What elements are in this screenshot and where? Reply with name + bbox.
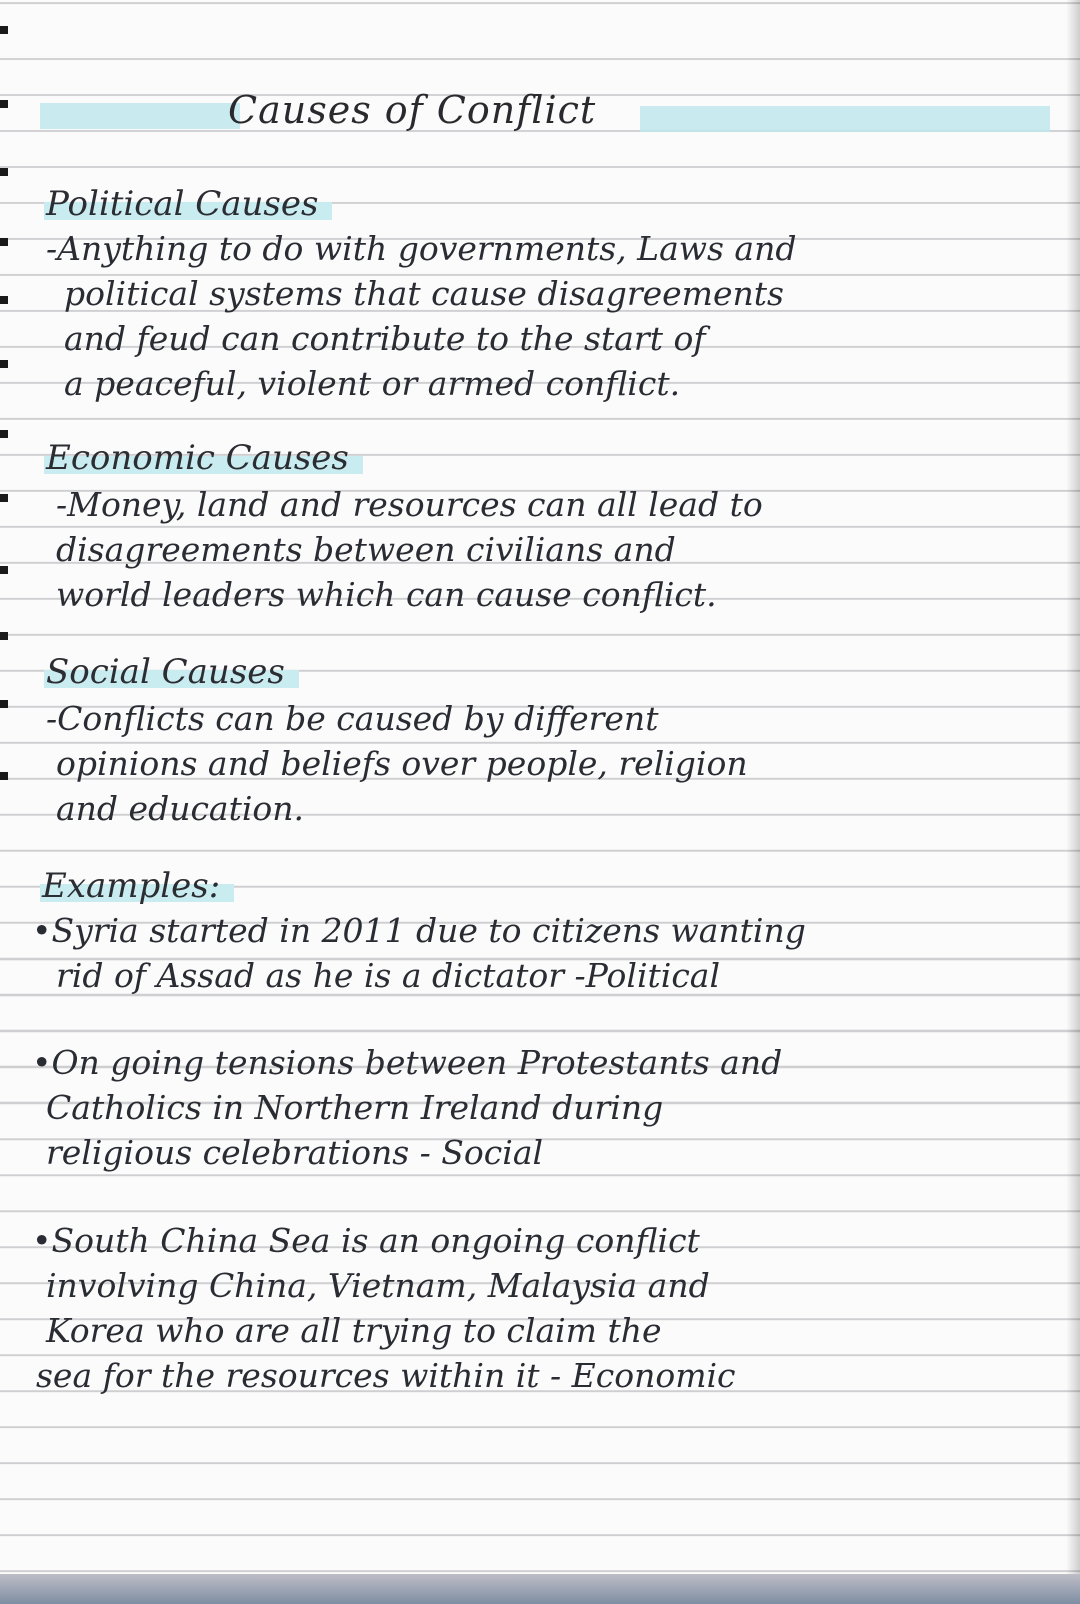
political-line: and feud can contribute to the start of [64,319,706,358]
example-south-china-sea [32,1218,1026,1398]
example-line: •South China Sea is an ongoing conflict [32,1221,700,1260]
social-heading: Social Causes [44,652,299,692]
example-line: •Syria started in 2011 due to citizens wanting [32,911,806,950]
examples-heading: Examples: [40,866,234,906]
example-line: religious celebrations - Social [46,1133,544,1172]
example-line: rid of Assad as he is a dictator -Political [56,956,721,995]
economic-line: disagreements between civilians and [56,530,676,569]
binding-marks [0,0,10,1604]
economic-line: world leaders which can cause conflict. [56,575,717,614]
example-syria [32,908,1026,998]
page-edge-shadow [1066,0,1080,1604]
page-title: Causes of Conflict [228,88,597,132]
example-ireland [32,1040,1026,1175]
political-heading: Political Causes [44,184,332,224]
political-line: political systems that cause disagreements [64,274,784,313]
political-paragraph [46,226,1026,406]
social-line: -Conflicts can be caused by different [46,699,659,738]
economic-line: -Money, land and resources can all lead to [56,485,763,524]
title-highlight-right [640,106,1050,132]
social-line: opinions and beliefs over people, religion [56,744,748,783]
economic-paragraph [46,482,1026,617]
example-line: Catholics in Northern Ireland during [46,1088,664,1127]
economic-heading: Economic Causes [44,438,363,478]
example-line: Korea who are all trying to claim the [46,1311,662,1350]
political-line: -Anything to do with governments, Laws and [46,229,797,268]
page-bottom-edge [0,1574,1080,1604]
social-paragraph [46,696,1026,831]
title-highlight-left [40,103,240,129]
social-line: and education. [56,789,305,828]
example-line: •On going tensions between Protestants and [32,1043,783,1082]
example-line: involving China, Vietnam, Malaysia and [46,1266,710,1305]
example-line: sea for the resources within it - Economic [36,1356,736,1395]
political-line: a peaceful, violent or armed conflict. [64,364,681,403]
